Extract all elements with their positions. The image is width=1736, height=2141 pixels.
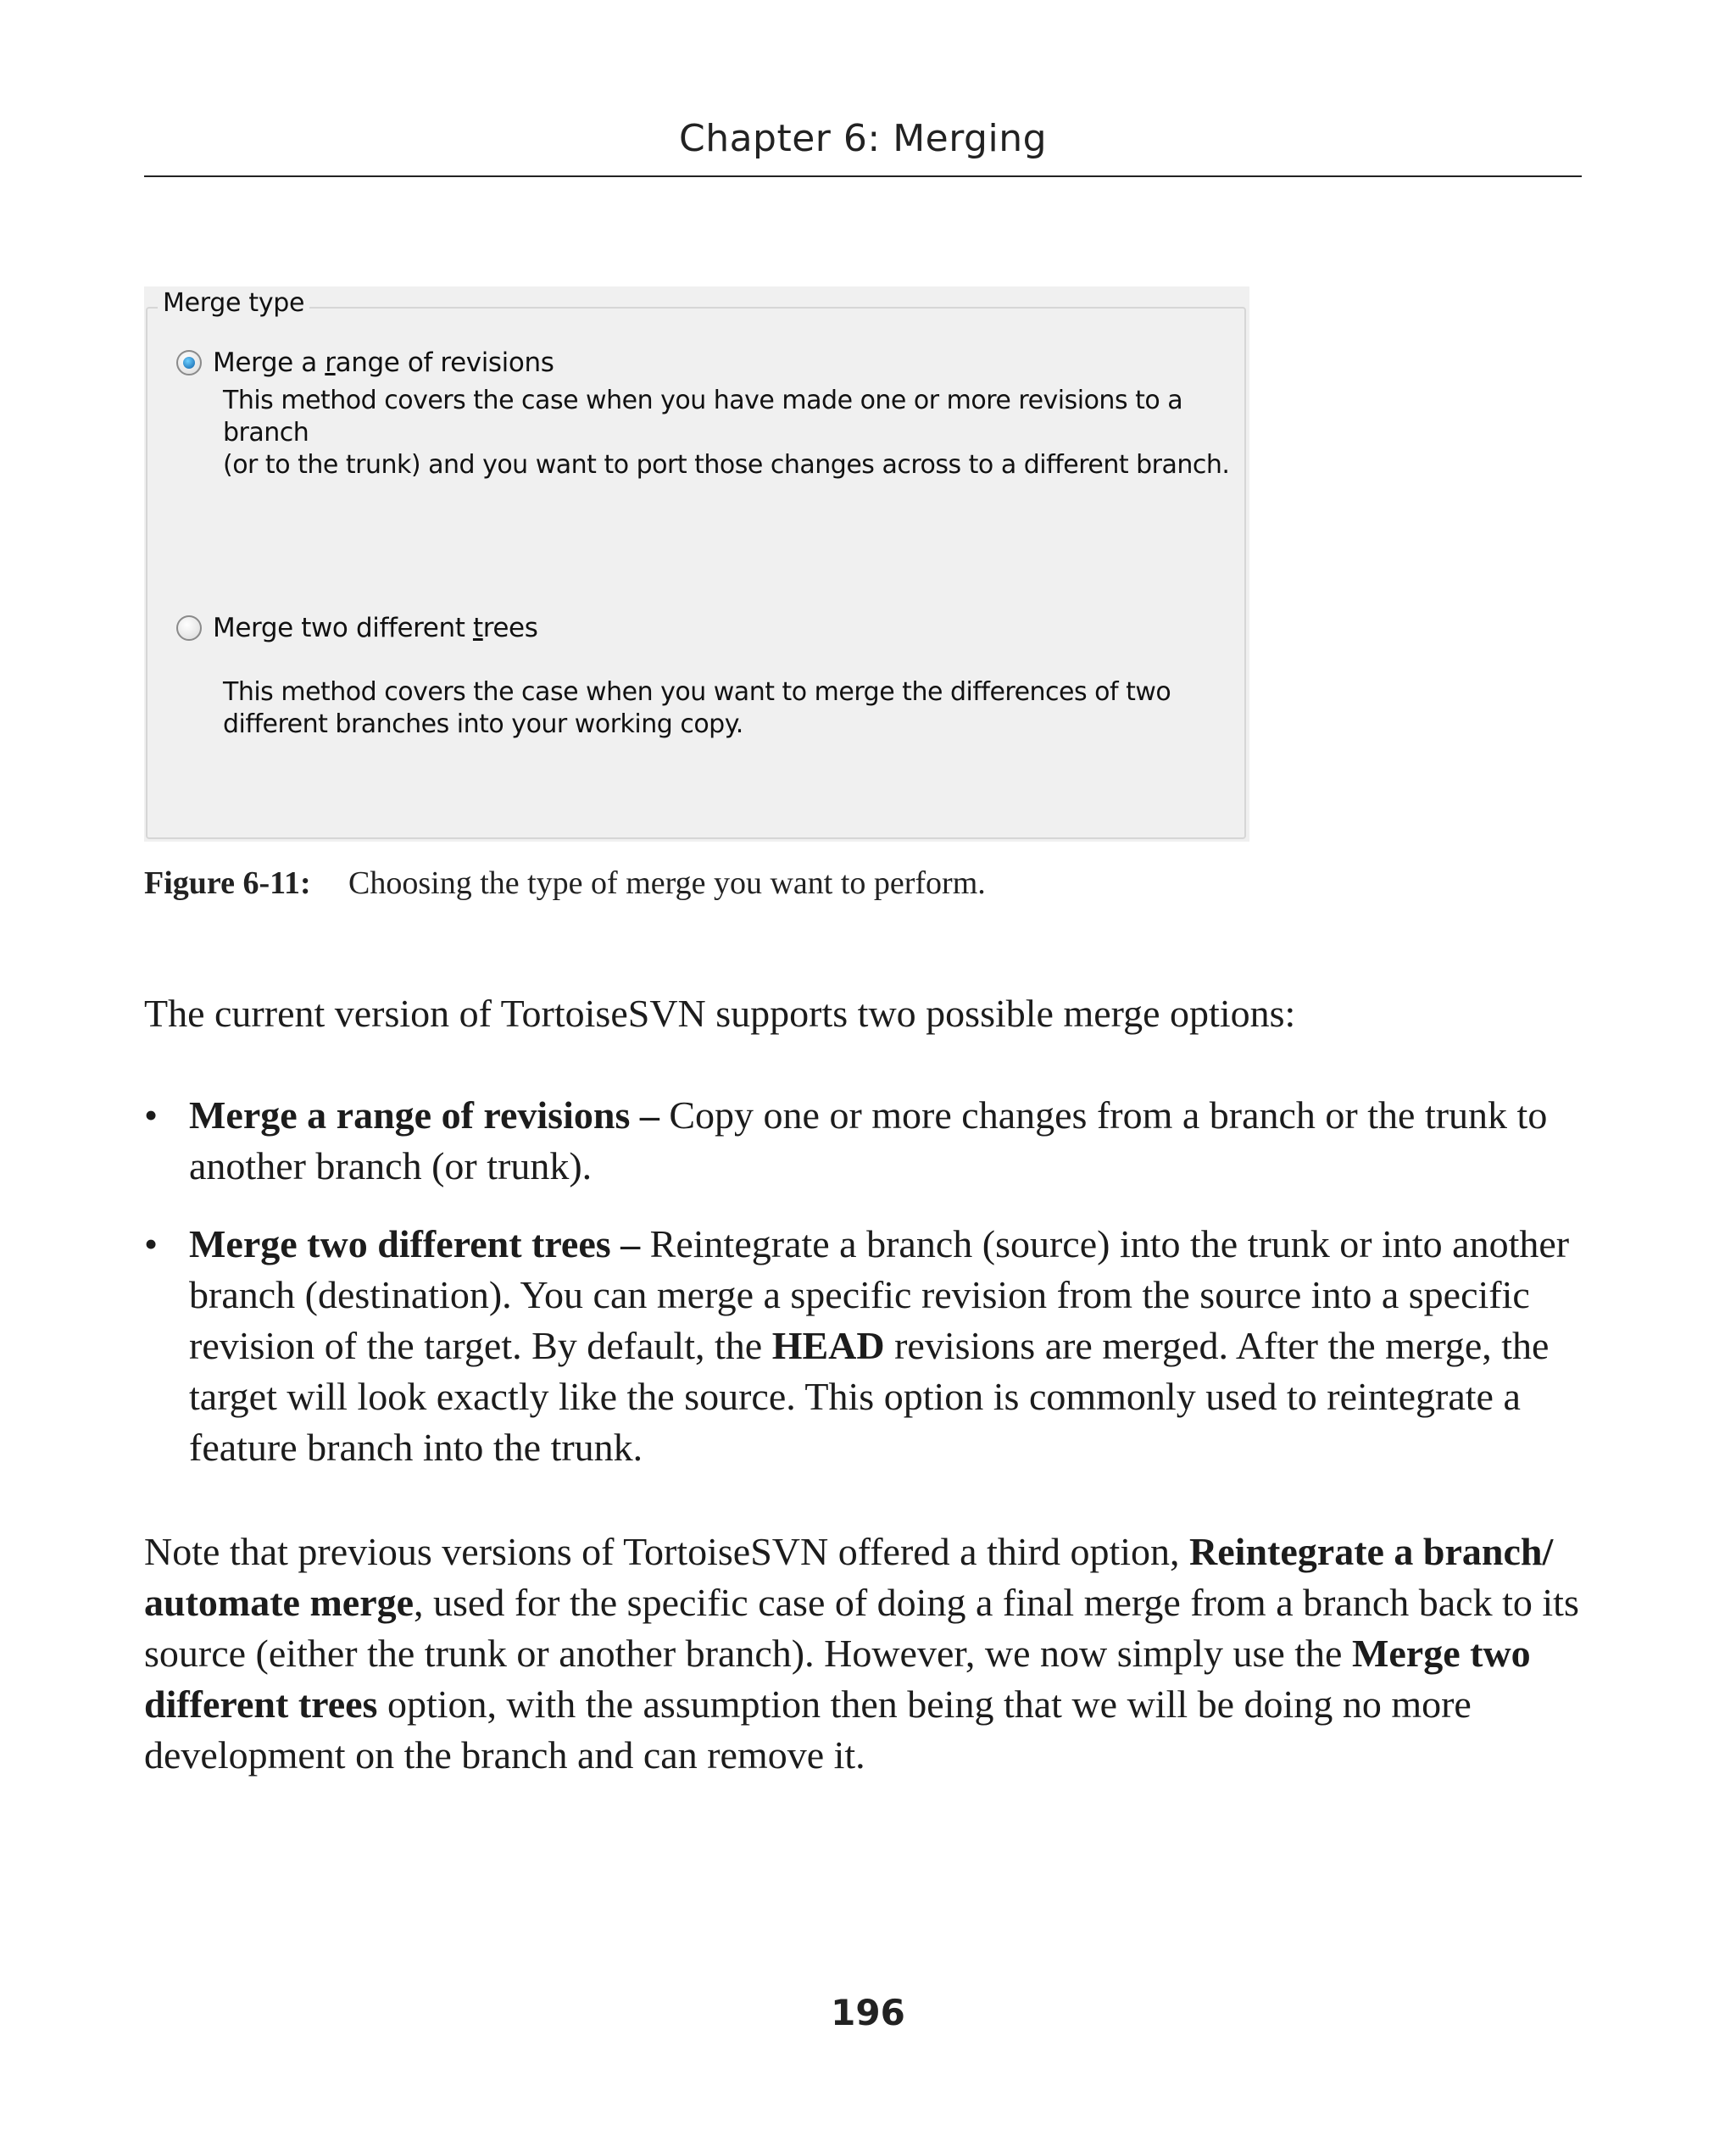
note-bold-term: Merge two different trees: [144, 1632, 1531, 1726]
header-rule: [144, 175, 1582, 177]
bullet-separator: –: [610, 1222, 650, 1265]
merge-type-legend: Merge type: [158, 288, 309, 318]
list-item-text: [189, 1219, 1585, 1473]
note-text: Note that previous versions of TortoiseSVN offered a third option,: [144, 1530, 1190, 1573]
description-line: different branches into your working copy.: [223, 709, 743, 739]
label-part: Merge two different: [213, 613, 473, 643]
description-line: This method covers the case when you want to merge the differences of two: [223, 677, 1171, 707]
option-range-of-revisions-label: [213, 348, 554, 378]
list-item-text: [189, 1090, 1585, 1192]
merge-type-group: [144, 286, 1249, 842]
head-keyword: HEAD: [771, 1324, 885, 1367]
figure-caption: [144, 865, 986, 902]
radio-two-different-trees[interactable]: [176, 615, 202, 641]
option-range-of-revisions[interactable]: [176, 348, 554, 378]
note-text: option, with the assumption then being that we will be doing no more development on the branch and can remove it.: [144, 1682, 1472, 1777]
page-number: 196: [831, 1992, 905, 2033]
option-two-different-trees[interactable]: [176, 613, 537, 643]
access-key: t: [472, 613, 483, 643]
bullet-icon: •: [144, 1222, 159, 1265]
bullet-icon: •: [144, 1093, 159, 1137]
description-line: This method covers the case when you have made one or more revisions to a branch: [223, 386, 1183, 448]
label-part: rees: [482, 613, 538, 643]
figure-label: Figure 6-11:: [144, 865, 311, 901]
bullet-description: Copy one or more changes from a branch or the trunk to another branch (or trunk).: [189, 1093, 1548, 1187]
option-two-different-trees-label: [213, 613, 537, 643]
label-part: Merge a: [213, 348, 326, 378]
bullet-term: Merge two different trees: [189, 1222, 611, 1265]
bullet-description: Reintegrate a branch (source) into the trunk or into another branch (destination). You can merge a specific revision from the source into a specific revision of the target. By default, the: [189, 1222, 1570, 1367]
note-paragraph: [144, 1527, 1585, 1781]
radio-range-of-revisions[interactable]: [176, 350, 202, 375]
option-two-different-trees-description: [223, 676, 1232, 741]
bullet-description: revisions are merged. After the merge, the target will look exactly like the source. This option is commonly used to reintegrate a feature branch into the trunk.: [189, 1324, 1550, 1469]
option-range-of-revisions-description: [223, 385, 1232, 481]
access-key: r: [325, 348, 336, 378]
bullet-term: Merge a range of revisions: [189, 1093, 631, 1137]
figure-caption-text: Choosing the type of merge you want to perform.: [348, 865, 986, 901]
description-line: (or to the trunk) and you want to port those changes across to a different branch.: [223, 450, 1230, 480]
note-text: , used for the specific case of doing a final merge from a branch back to its source (either the trunk or another branch). However, we now simply use the: [144, 1581, 1579, 1675]
list-item: [144, 1090, 1585, 1192]
bullet-separator: –: [630, 1093, 670, 1137]
list-item: [144, 1219, 1585, 1473]
intro-paragraph: The current version of TortoiseSVN supports two possible merge options:: [144, 992, 1296, 1035]
label-part: ange of revisions: [335, 348, 554, 378]
chapter-header: Chapter 6: Merging: [678, 117, 1048, 160]
note-bold-term: Reintegrate a branch/ automate merge: [144, 1530, 1554, 1624]
radio-selected-dot: [183, 357, 195, 369]
